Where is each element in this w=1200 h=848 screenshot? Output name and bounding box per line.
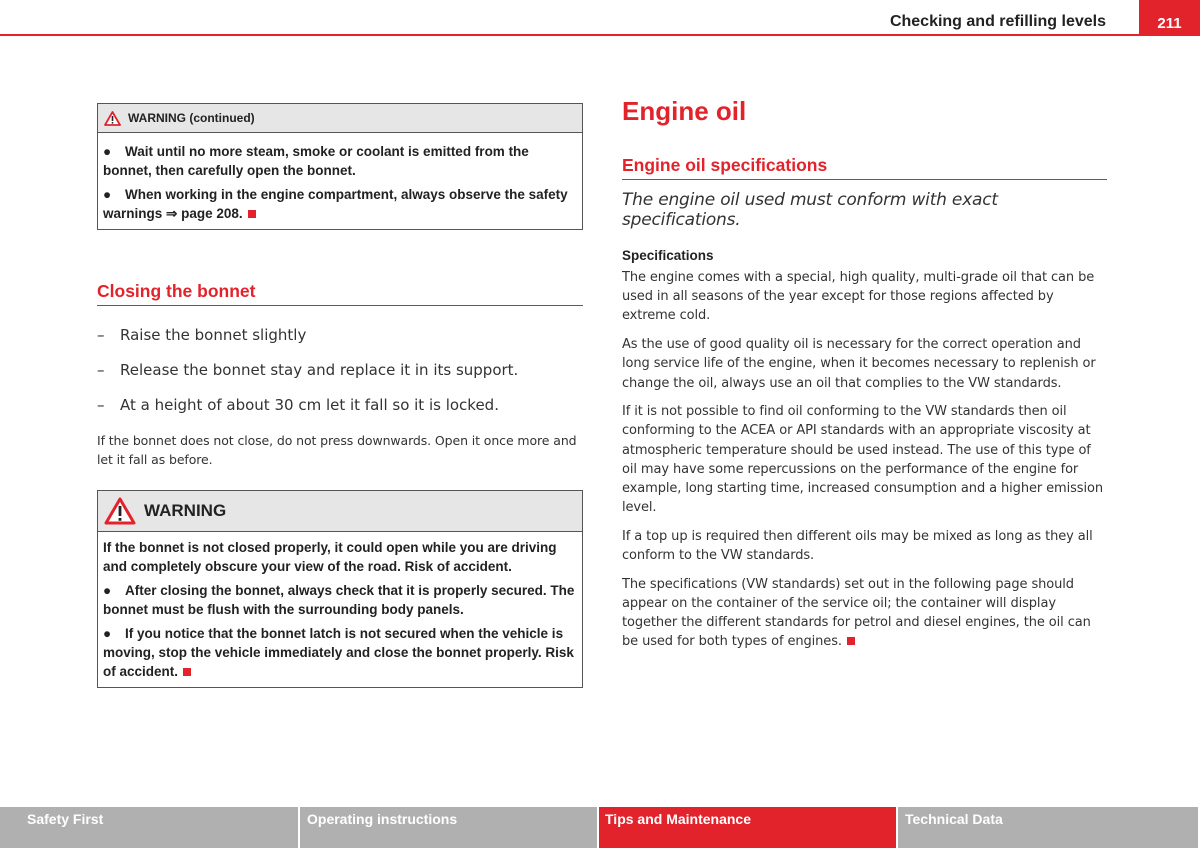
list-item: ● When working in the engine compartment, always observe the safety warnings ⇒ page 208. xyxy=(103,187,568,221)
warning-body xyxy=(98,532,582,687)
paragraph: If a top up is required then different oils may be mixed as long as they all conform to the VW standards. xyxy=(622,528,1093,564)
list-item: ● After closing the bonnet, always check that it is properly secured. The bonnet must be flush with the surrounding body panels. xyxy=(103,583,575,617)
page-title: Engine oil xyxy=(622,96,747,126)
warning-intro: If the bonnet is not closed properly, it could open while you are driving and completely obscure your view of the road. Risk of accident. xyxy=(103,540,557,574)
page-number: 211 xyxy=(1139,0,1200,36)
closing-note: If the bonnet does not close, do not press downwards. Open it once more and let it fall as before. xyxy=(97,433,577,467)
end-of-section-square-icon xyxy=(847,637,855,645)
warning-label: WARNING xyxy=(144,501,227,520)
right-column xyxy=(622,96,1107,661)
paragraph: As the use of good quality oil is necessary for the correct operation and long service life of the engine, when it becomes necessary to replenish or change the oil, always use an oil that complies to the VW standards. xyxy=(622,337,1096,391)
tab-operating-instructions[interactable]: Operating instructions xyxy=(300,807,597,848)
end-of-section-square-icon xyxy=(183,668,191,676)
end-of-section-square-icon xyxy=(248,210,256,218)
list-item: – Raise the bonnet slightly xyxy=(97,326,307,344)
warning-continued-body xyxy=(98,133,582,229)
lead-text: The engine oil used must conform with exact specifications. xyxy=(622,190,998,230)
footer-tabs xyxy=(0,807,1200,848)
closing-steps-list xyxy=(97,326,583,431)
page-header-title: Checking and refilling levels xyxy=(889,13,1106,30)
list-item: – Release the bonnet stay and replace it in its support. xyxy=(97,361,519,379)
specifications-text xyxy=(622,268,1107,652)
warning-continued-header xyxy=(98,104,582,133)
tab-tips-and-maintenance[interactable]: Tips and Maintenance xyxy=(599,807,896,848)
warning-triangle-icon xyxy=(104,497,136,525)
warning-box xyxy=(97,490,583,688)
paragraph: The engine comes with a special, high quality, multi-grade oil that can be used in all seasons of the year except for those regions affected by extreme cold. xyxy=(622,270,1095,324)
section-title-closing-bonnet: Closing the bonnet xyxy=(97,281,583,306)
paragraph: The specifications (VW standards) set out in the following page should appear on the container of the service oil; the container will display together the different standards for petrol and diesel engines, the oil can be used for both types of engines. xyxy=(622,576,1091,650)
tab-safety-first[interactable]: Safety First xyxy=(0,807,298,848)
warning-header xyxy=(98,491,582,532)
header-rule xyxy=(0,34,1200,36)
tab-technical-data[interactable]: Technical Data xyxy=(898,807,1198,848)
list-item: ● Wait until no more steam, smoke or coolant is emitted from the bonnet, then carefully open the bonnet. xyxy=(103,144,529,178)
section-title-engine-oil-spec: Engine oil specifications xyxy=(622,155,1107,180)
warning-continued-label: WARNING (continued) xyxy=(128,111,255,125)
left-column xyxy=(97,103,583,688)
warning-triangle-icon xyxy=(104,111,121,126)
subheading-specifications: Specifications xyxy=(622,248,714,263)
list-item: – At a height of about 30 cm let it fall so it is locked. xyxy=(97,396,499,414)
warning-continued-box xyxy=(97,103,583,230)
list-item: ● If you notice that the bonnet latch is not secured when the vehicle is moving, stop the vehicle immediately and close the bonnet properly. Risk of accident. xyxy=(103,626,574,679)
paragraph: If it is not possible to find oil conforming to the VW standards then oil conforming to the ACEA or API standards with an appropriate viscosity at atmospheric temperature should be used instead. The use of this type of oil may have some repercussions on the performance of the engine for example, long starting time, increased consumption and a higher emission level. xyxy=(622,404,1103,516)
